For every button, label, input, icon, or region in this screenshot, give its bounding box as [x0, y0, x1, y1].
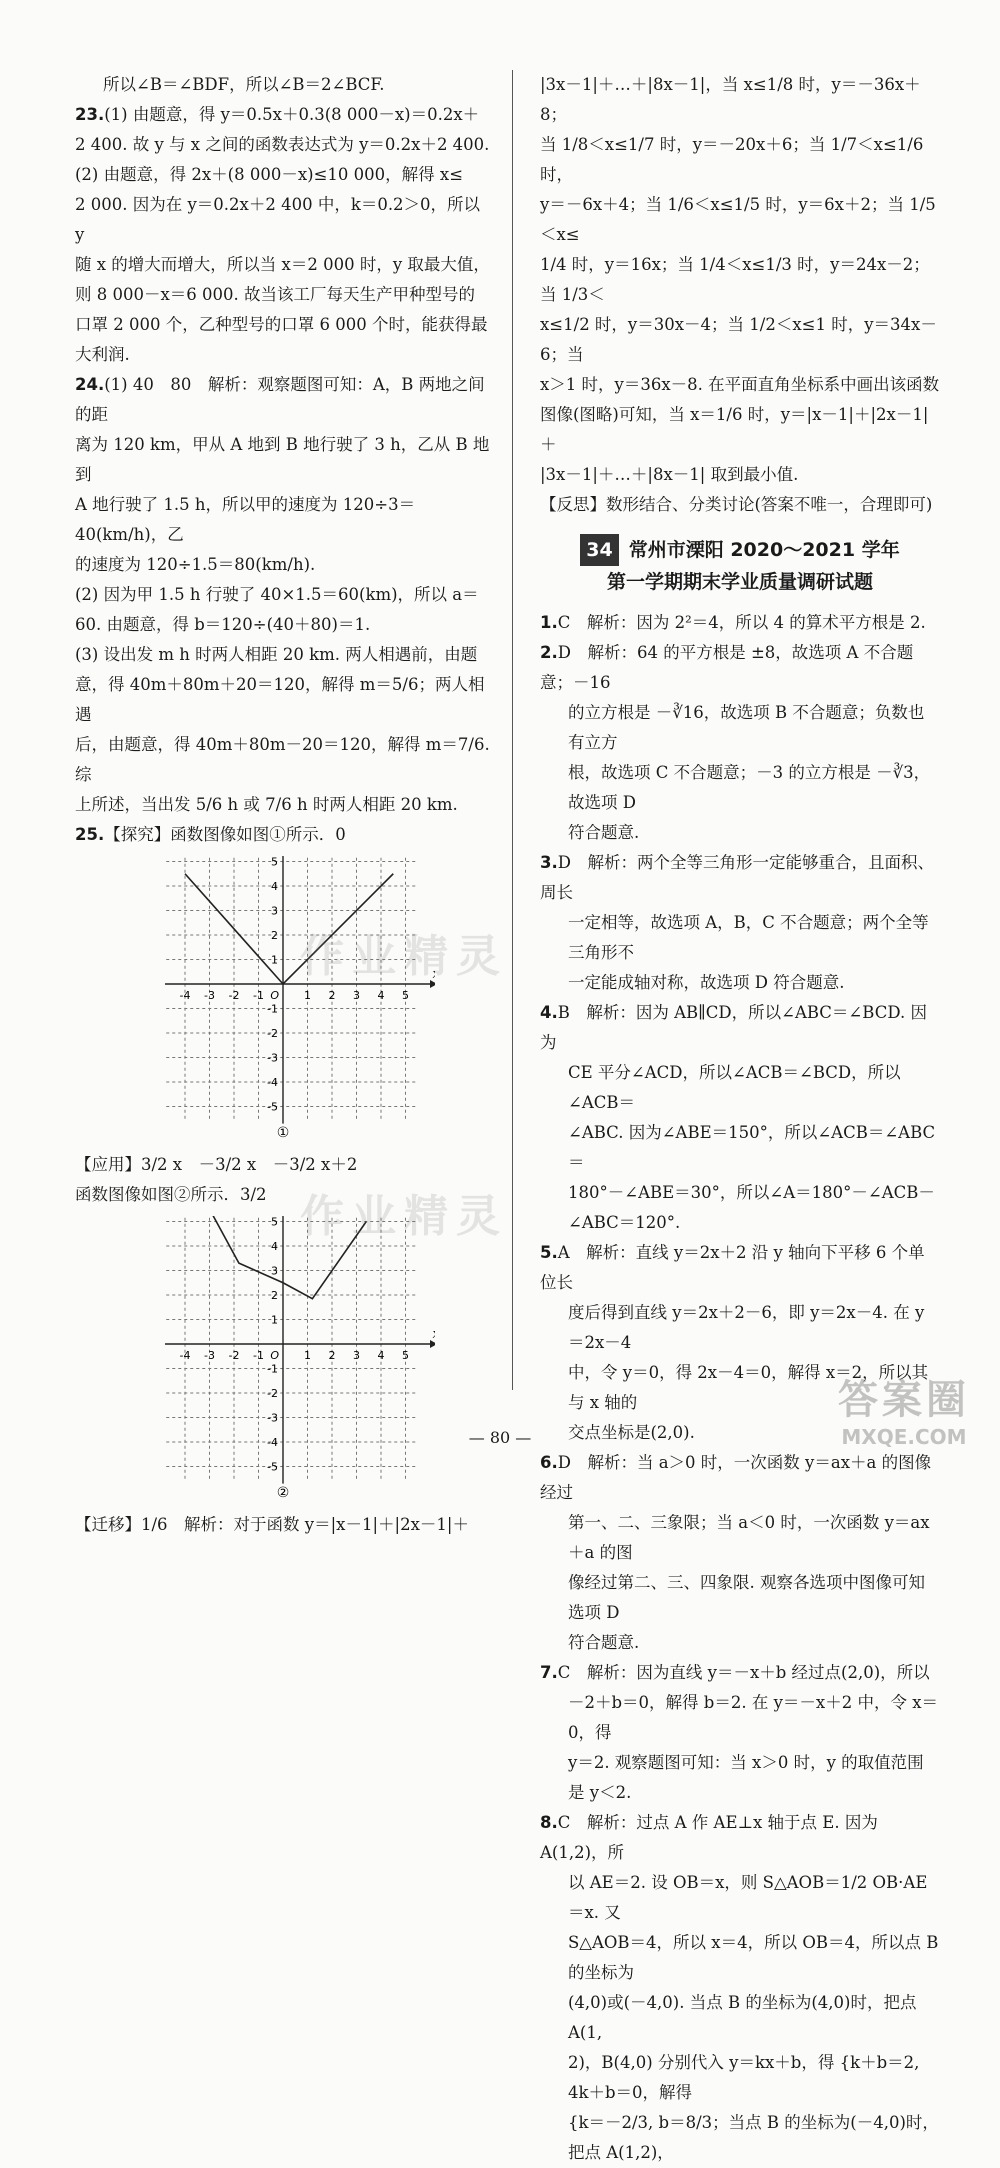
- text-line: D 解析：两个全等三角形一定能够重合，且面积、周长: [540, 853, 934, 902]
- x-tick-label: 1: [304, 989, 311, 1002]
- text-line: 一定相等，故选项 A，B，C 不合题意；两个全等三角形不: [568, 913, 929, 962]
- text-line: 的速度为 120÷1.5＝80(km/h).: [75, 555, 316, 574]
- watermark-logo-url: MXQE.COM: [841, 1425, 967, 1449]
- text-line: C 解析：过点 A 作 AE⊥x 轴于点 E. 因为 A(1,2)，所: [540, 1813, 878, 1862]
- y-tick-label: -5: [267, 1460, 278, 1474]
- text-line: y＝2. 观察题图可知：当 x＞0 时，y 的取值范围是 y＜2.: [568, 1753, 924, 1802]
- watermark-text: 作业精灵: [300, 1191, 508, 1242]
- text-line: y＝－6x＋4；当 1/6＜x≤1/5 时，y＝6x＋2；当 1/5＜x≤: [540, 195, 936, 244]
- text-line: 的立方根是 －∛16，故选项 B 不合题意；负数也有立方: [568, 703, 925, 752]
- x-axis-label: [432, 1327, 435, 1342]
- x-tick-label: 3: [353, 1349, 360, 1362]
- question-24: [75, 370, 493, 820]
- y-tick-label: -3: [267, 1411, 278, 1425]
- text-line: S△AOB＝4，所以 x＝4，所以 OB＝4，所以点 B 的坐标为: [568, 1933, 939, 1982]
- question-23: [75, 100, 493, 370]
- x-tick-label: 4: [377, 989, 385, 1002]
- y-tick-label: -1: [267, 1002, 278, 1016]
- text-line: C 解析：因为直线 y＝－x＋b 经过点(2,0)，所以: [557, 1663, 930, 1682]
- text-line: ∠ABC＝120°.: [568, 1213, 681, 1232]
- question-number: 23.: [75, 105, 105, 124]
- x-tick-label: -3: [204, 1349, 215, 1362]
- origin-label: O: [270, 989, 279, 1002]
- answer-item: [540, 1448, 940, 1658]
- x-tick-label: -2: [228, 1349, 240, 1362]
- graph-figure-2: [165, 1216, 435, 1506]
- text-line: 2 000. 因为在 y＝0.2x＋2 400 中，k＝0.2＞0，所以 y: [75, 195, 481, 244]
- text-line: 像经过第二、三、四象限. 观察各选项中图像可知选项 D: [568, 1573, 925, 1622]
- text-line: |3x－1|＋…＋|8x－1| 取到最小值.: [540, 465, 799, 484]
- y-tick-label: 5: [271, 1216, 278, 1229]
- answer-item: [540, 638, 940, 848]
- y-tick-label: 4: [271, 1240, 278, 1253]
- section-title-line-1: 常州市溧阳 2020～2021 学年: [628, 539, 900, 561]
- y-tick-label: 4: [271, 880, 278, 893]
- y-tick-label: 1: [271, 1313, 278, 1327]
- x-tick-label: -1: [253, 1349, 264, 1362]
- answer-number: 7.: [540, 1663, 558, 1682]
- text-line: 所以∠B＝∠BDF，所以∠B＝2∠BCF.: [103, 75, 385, 94]
- text-line: 符合题意.: [568, 823, 640, 842]
- text-line: 交点坐标是(2,0).: [568, 1423, 695, 1442]
- y-tick-label: 2: [271, 1289, 278, 1302]
- page-number: — 80 —: [468, 1428, 532, 1447]
- answer-item: [540, 848, 940, 998]
- text-line: 符合题意.: [568, 1633, 640, 1652]
- text-line: 180°－∠ABE＝30°，所以∠A＝180°－∠ACB－: [568, 1183, 935, 1202]
- text-line: 【反思】数形结合、分类讨论(答案不唯一，合理即可): [540, 495, 933, 514]
- section-heading: [540, 534, 940, 598]
- text-line: 口罩 2 000 个，乙种型号的口罩 6 000 个时，能获得最: [75, 315, 488, 334]
- text-line: (4,0)或(－4,0). 当点 B 的坐标为(4,0)时，把点 A(1,: [568, 1993, 917, 2042]
- y-tick-label: 5: [271, 856, 278, 869]
- text-line: ∠ABC. 因为∠ABE＝150°，所以∠ACB＝∠ABC＝: [568, 1123, 936, 1172]
- answer-item: [540, 998, 940, 1238]
- y-tick-label: 2: [271, 929, 278, 942]
- x-tick-label: [165, 1349, 166, 1362]
- y-tick-label: -4: [267, 1076, 278, 1089]
- answer-number: 2.: [540, 643, 558, 662]
- text-line: (3) 设出发 m h 时两人相距 20 km. 两人相遇前，由题: [75, 645, 478, 664]
- y-tick-label: -2: [267, 1387, 278, 1400]
- text-line: x＞1 时，y＝36x－8. 在平面直角坐标系中画出该函数: [540, 375, 940, 394]
- y-tick-label: -2: [267, 1027, 278, 1040]
- text-line: |3x－1|＋…＋|8x－1|，当 x≤1/8 时，y＝－36x＋8；: [540, 75, 921, 124]
- x-tick-label: 2: [328, 989, 336, 1002]
- text-line: 当 1/8＜x≤1/7 时，y＝－20x＋6；当 1/7＜x≤1/6 时，: [540, 135, 924, 184]
- x-tick-label: -4: [179, 1349, 191, 1362]
- x-tick-label: 5: [402, 1349, 409, 1362]
- text-line: －2＋b＝0，解得 b＝2. 在 y＝－x＋2 中，令 x＝0，得: [568, 1693, 939, 1742]
- left-column: [75, 70, 493, 1540]
- y-tick-label: -5: [267, 1100, 278, 1114]
- x-tick-label: [165, 989, 166, 1002]
- right-column: [540, 70, 940, 2168]
- text-line: 2)，B(4,0) 分别代入 y＝kx＋b，得 {k＋b＝2, 4k＋b＝0，解得: [568, 2053, 920, 2102]
- text-line: 60. 由题意，得 b＝120÷(40＋80)＝1.: [75, 615, 371, 634]
- text-line: {k＝－2/3, b＝8/3；当点 B 的坐标为(－4,0)时，把点 A(1,2)，: [568, 2113, 939, 2162]
- x-tick-label: 5: [402, 989, 409, 1002]
- text-line: A 地行驶了 1.5 h，所以甲的速度为 120÷3＝40(km/h)，乙: [75, 495, 416, 544]
- text-line: 上所述，当出发 5/6 h 或 7/6 h 时两人相距 20 km.: [75, 795, 458, 814]
- text-line: 一定能成轴对称，故选项 D 符合题意.: [568, 973, 845, 992]
- question-number: 25.: [75, 825, 105, 844]
- graph-figure-1: [165, 856, 435, 1146]
- text-line: 根，故选项 C 不合题意；－3 的立方根是 －∛3，故选项 D: [568, 763, 931, 812]
- section-number-badge: 34: [580, 534, 618, 566]
- origin-label: O: [270, 1349, 279, 1362]
- text-line: D 解析：当 a＞0 时，一次函数 y＝ax＋a 的图像经过: [540, 1453, 932, 1502]
- x-tick-label: -1: [253, 989, 264, 1002]
- watermark-logo-text: 答案圈: [838, 1377, 970, 1423]
- column-divider: [512, 70, 513, 1390]
- x-tick-label: 2: [328, 1349, 336, 1362]
- watermark-text: 作业精灵: [300, 931, 508, 982]
- text-line: (1) 40 80 解析：观察题图可知：A，B 两地之间的距: [75, 375, 485, 424]
- text-line: (1) 由题意，得 y＝0.5x＋0.3(8 000－x)＝0.2x＋: [104, 105, 480, 124]
- text-line: 意，得 40m＋80m＋20＝120，解得 m＝5/6；两人相遇: [75, 675, 485, 724]
- answer-item: [540, 608, 940, 638]
- text-line: 图像(图略)可知，当 x＝1/6 时，y＝|x－1|＋|2x－1|＋: [540, 405, 929, 454]
- y-tick-label: -4: [267, 1436, 278, 1449]
- answer-item: [540, 1658, 940, 1808]
- text-line: 离为 120 km，甲从 A 地到 B 地行驶了 3 h，乙从 B 地到: [75, 435, 490, 484]
- figure-label: ①: [276, 1124, 290, 1141]
- x-tick-label: 4: [377, 1349, 385, 1362]
- text-line: (2) 由题意，得 2x＋(8 000－x)≤10 000，解得 x≤: [75, 165, 464, 184]
- y-tick-label: 3: [271, 904, 278, 918]
- section-title-line-2: 第一学期期末学业质量调研试题: [606, 571, 873, 593]
- text-line: CE 平分∠ACD，所以∠ACB＝∠BCD，所以∠ACB＝: [568, 1063, 901, 1112]
- text-line: 大利润.: [75, 345, 130, 364]
- answer-number: 1.: [540, 613, 558, 632]
- text-line: 第一、二、三象限；当 a＜0 时，一次函数 y＝ax＋a 的图: [568, 1513, 930, 1562]
- text-line: C 解析：因为 2²＝4，所以 4 的算术平方根是 2.: [557, 613, 926, 632]
- text-line: 以 AE＝2. 设 OB＝x，则 S△AOB＝1/2 OB·AE＝x. 又: [568, 1873, 928, 1922]
- y-tick-label: -1: [267, 1362, 278, 1376]
- text-line: 度后得到直线 y＝2x＋2－6，即 y＝2x－4. 在 y＝2x－4: [568, 1303, 925, 1352]
- text-line: 2 400. 故 y 与 x 之间的函数表达式为 y＝0.2x＋2 400.: [75, 135, 490, 154]
- answer-number: 5.: [540, 1243, 558, 1262]
- y-tick-label: 3: [271, 1264, 278, 1278]
- text-line: 中，令 y＝0，得 2x－4＝0，解得 x＝2，所以其与 x 轴的: [568, 1363, 929, 1412]
- answer-number: 4.: [540, 1003, 558, 1022]
- answer-number: 6.: [540, 1453, 558, 1472]
- text-line: 1/4 时，y＝16x；当 1/4＜x≤1/3 时，y＝24x－2；当 1/3＜: [540, 255, 930, 304]
- answer-item: [540, 1808, 940, 2168]
- text-line: 【探究】函数图像如图①所示．0: [104, 825, 346, 844]
- figure-label: ②: [276, 1484, 290, 1501]
- x-tick-label: -4: [179, 989, 191, 1002]
- text-line: x≤1/2 时，y＝30x－4；当 1/2＜x≤1 时，y＝34x－6；当: [540, 315, 937, 364]
- text-line: 函数图像如图②所示．3/2: [75, 1185, 267, 1204]
- text-line: 【迁移】1/6 解析：对于函数 y＝|x－1|＋|2x－1|＋: [75, 1515, 469, 1534]
- x-tick-label: 1: [304, 1349, 311, 1362]
- text-line: A 解析：直线 y＝2x＋2 沿 y 轴向下平移 6 个单位长: [540, 1243, 925, 1292]
- text-line: 则 8 000－x＝6 000. 故当该工厂每天生产甲种型号的: [75, 285, 476, 304]
- answer-number: 3.: [540, 853, 558, 872]
- text-line: (2) 因为甲 1.5 h 行驶了 40×1.5＝60(km)，所以 a＝: [75, 585, 479, 604]
- y-tick-label: 1: [271, 953, 278, 967]
- text-line: 随 x 的增大而增大，所以当 x＝2 000 时，y 取最大值，: [75, 255, 490, 274]
- x-tick-label: -3: [204, 989, 215, 1002]
- question-number: 24.: [75, 375, 105, 394]
- y-tick-label: -3: [267, 1051, 278, 1065]
- x-tick-label: 3: [353, 989, 360, 1002]
- text-line: B 解析：因为 AB∥CD，所以∠ABC＝∠BCD. 因为: [540, 1003, 927, 1052]
- x-tick-label: -2: [228, 989, 240, 1002]
- text-line: D 解析：64 的平方根是 ±8，故选项 A 不合题意；－16: [540, 643, 914, 692]
- text-line: 【应用】3/2 x －3/2 x －3/2 x＋2: [75, 1155, 358, 1174]
- text-line: 后，由题意，得 40m＋80m－20＝120，解得 m＝7/6. 综: [75, 735, 490, 784]
- answer-number: 8.: [540, 1813, 558, 1832]
